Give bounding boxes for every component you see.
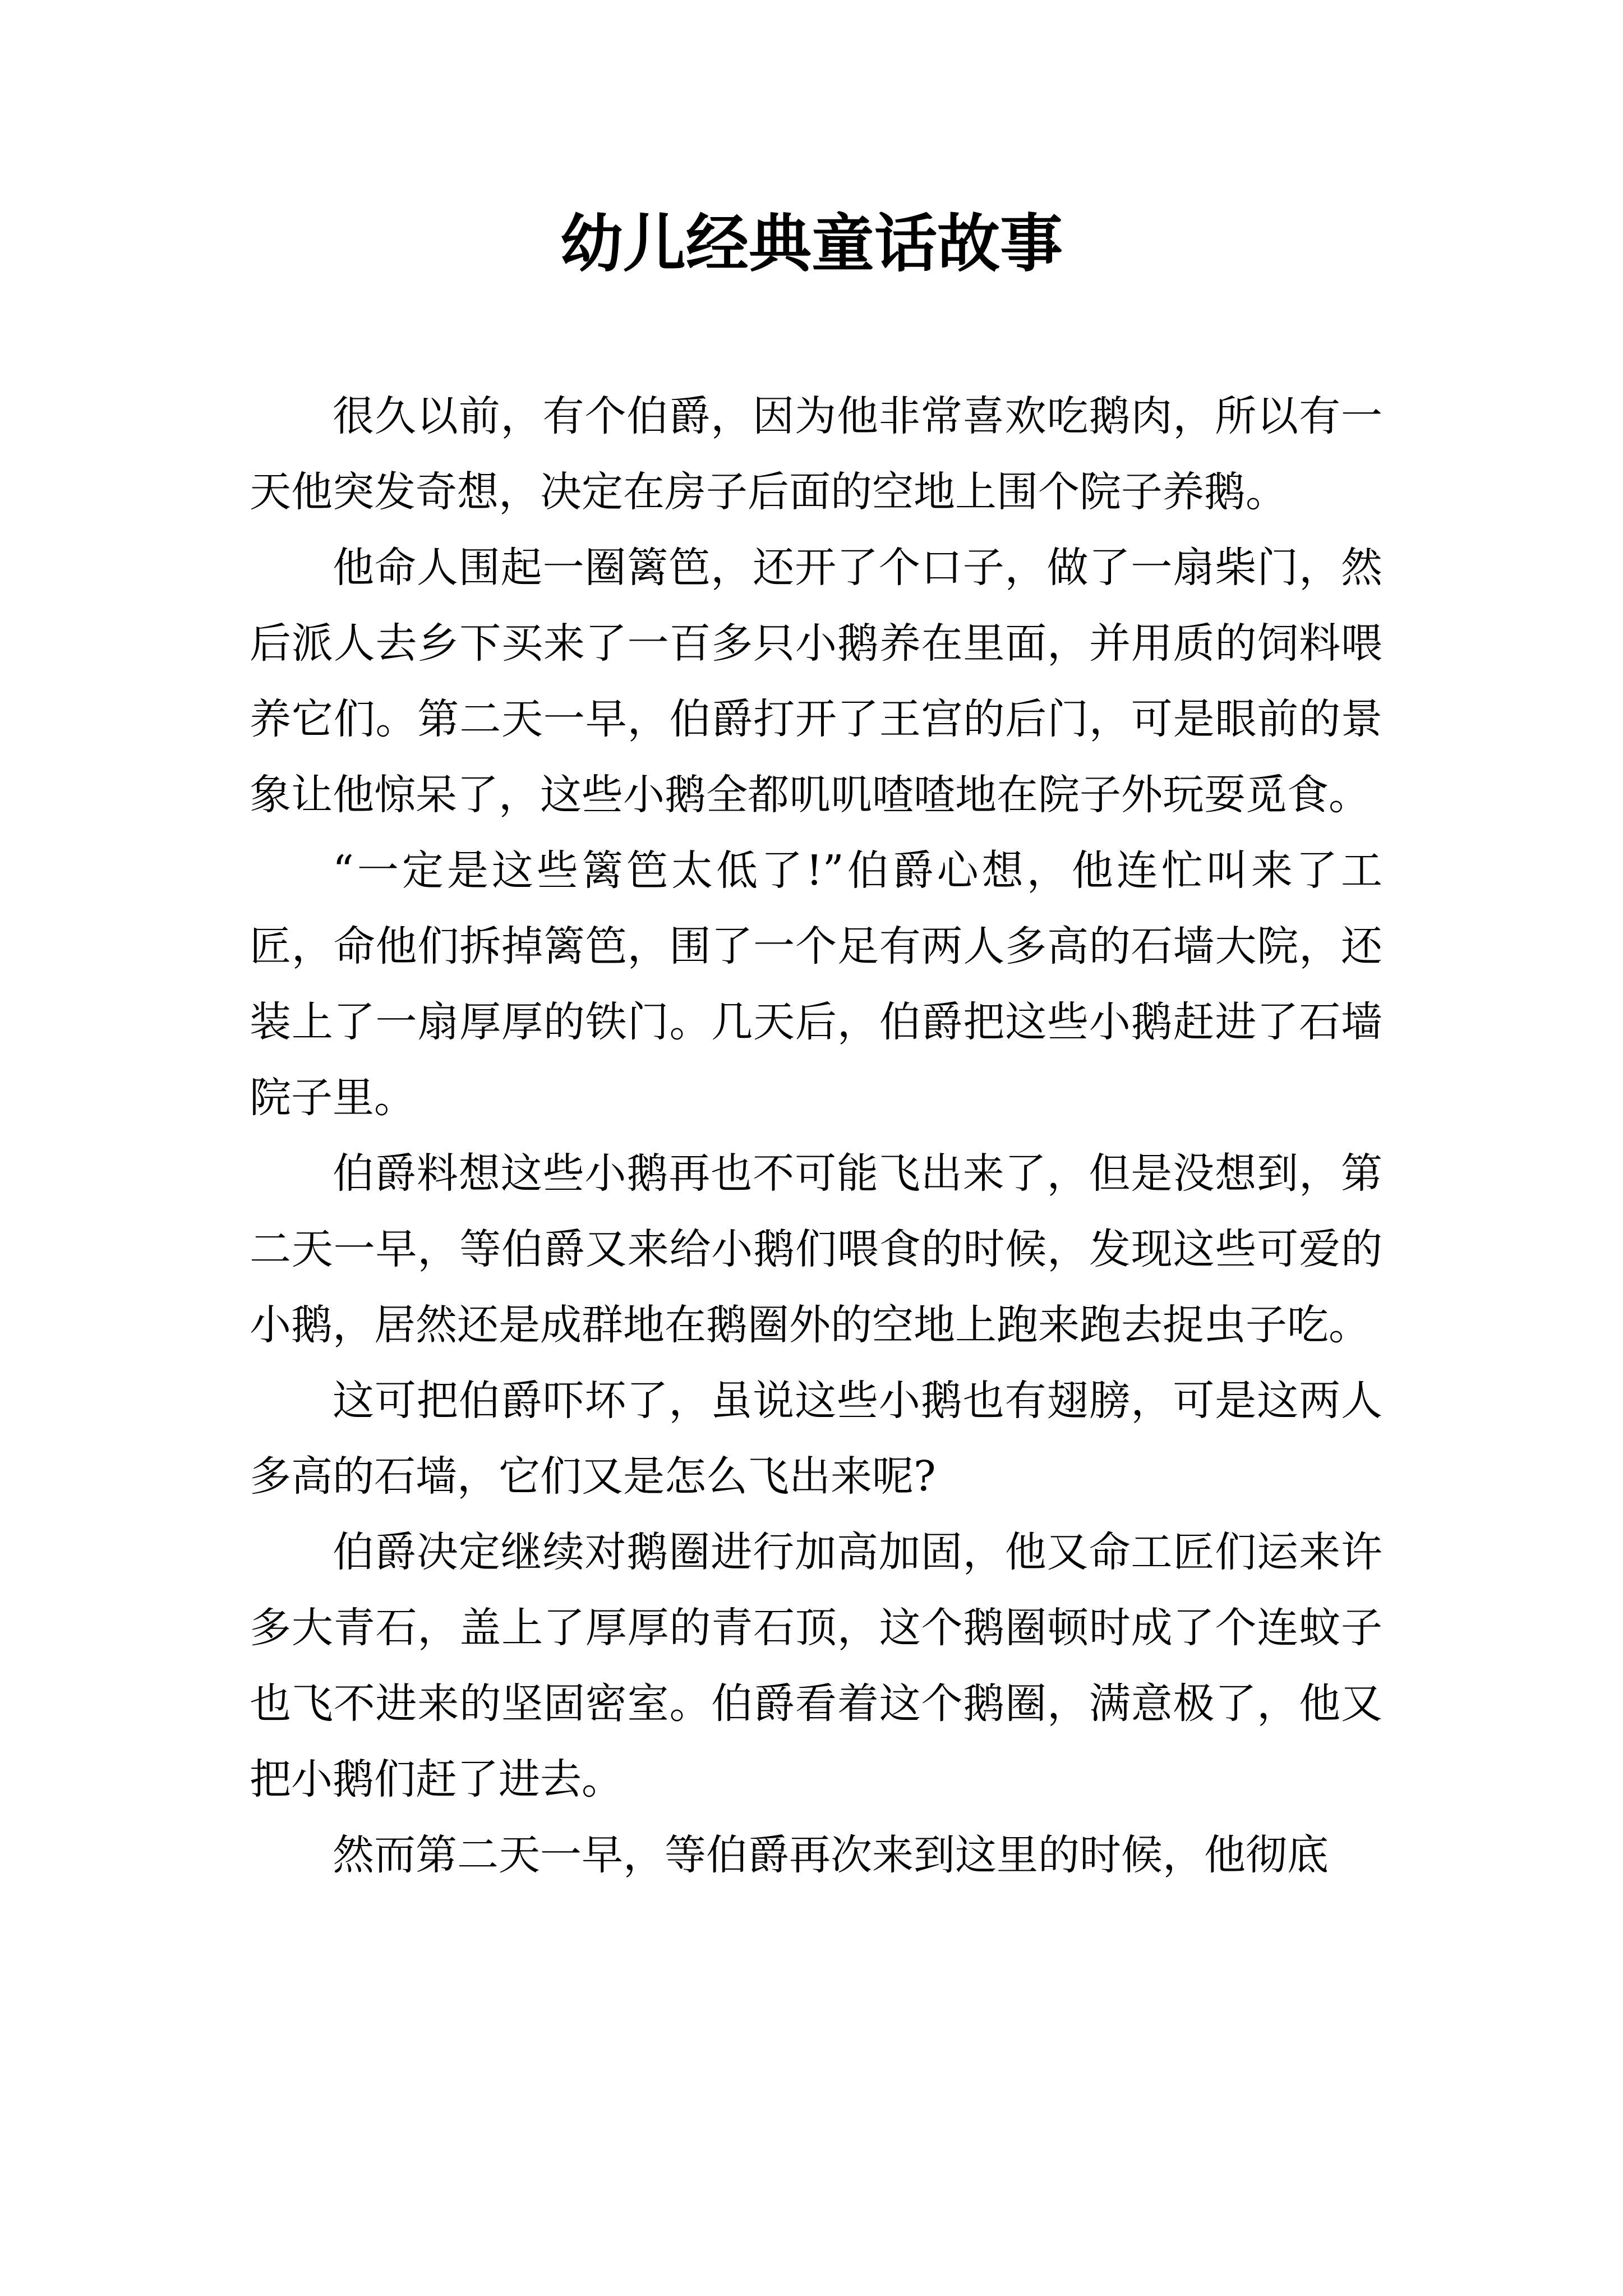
paragraph: 伯爵决定继续对鹅圈进行加高加固，他又命工匠们运来许多大青石，盖上了厚厚的青石顶，这个鹅圈顿时成了个连蚊子也飞不进来的坚固密室。伯爵看着这个鹅圈，满意极了，他又把小鹅们赶了进去。	[250, 1528, 1382, 1803]
paragraph: 很久以前，有个伯爵，因为他非常喜欢吃鹅肉，所以有一天他突发奇想，决定在房子后面的空地上围个院子养鹅。	[250, 392, 1382, 516]
document-title: 幼儿经典童话故事	[560, 207, 1063, 280]
paragraph: “一定是这些篱笆太低了!”伯爵心想，他连忙叫来了工匠，命他们拆掉篱笆，围了一个足有两人多高的石墙大院，还装上了一扇厚厚的铁门。几天后，伯爵把这些小鹅赶进了石墙院子里。	[250, 846, 1382, 1122]
paragraph: 然而第二天一早，等伯爵再次来到这里的时候，他彻底	[333, 1831, 1329, 1879]
paragraph: 他命人围起一圈篱笆，还开了个口子，做了一扇柴门，然后派人去乡下买来了一百多只小鹅养在里面，并用质的饲料喂养它们。第二天一早，伯爵打开了王宫的后门，可是眼前的景象让他惊呆了，这些小鹅全都叽叽喳喳地在院子外玩耍觅食。	[250, 544, 1382, 819]
story-body	[250, 379, 1382, 1893]
paragraph: 伯爵料想这些小鹅再也不可能飞出来了，但是没想到，第二天一早，等伯爵又来给小鹅们喂食的时候，发现这些可爱的小鹅，居然还是成群地在鹅圈外的空地上跑来跑去捉虫子吃。	[250, 1149, 1382, 1349]
paragraph: 这可把伯爵吓坏了，虽说这些小鹅也有翅膀，可是这两人多高的石墙，它们又是怎么飞出来呢?	[250, 1377, 1382, 1501]
